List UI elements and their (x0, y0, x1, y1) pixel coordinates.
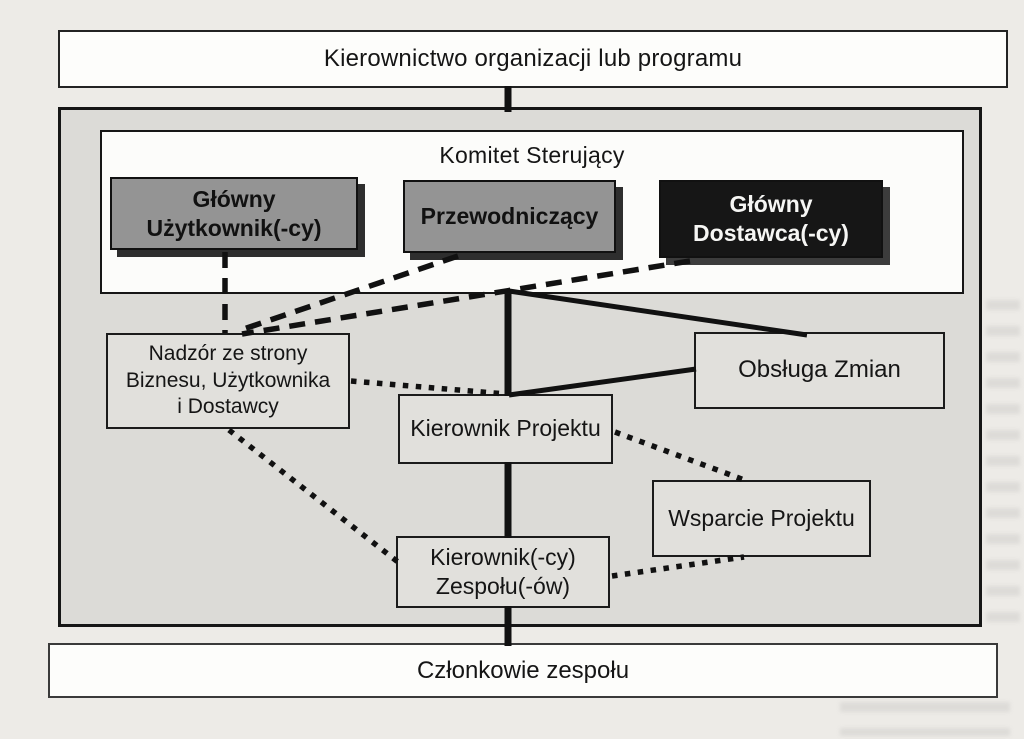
project-support-label: Wsparcie Projektu (668, 504, 855, 531)
team-manager-line2: Zespołu(-ów) (435, 573, 571, 599)
main-user-box (110, 177, 358, 250)
corporate-management-box (58, 30, 1008, 88)
steering-committee-title: Komitet Sterujący (439, 142, 625, 168)
corporate-management-label: Kierownictwo organizacji lub programu (323, 45, 743, 72)
main-supplier-box (659, 180, 883, 258)
team-members-box (48, 643, 998, 698)
team-manager-box (396, 536, 610, 608)
main-supplier-label-line2: Dostawca(-cy) (693, 220, 849, 246)
team-members-label: Członkowie zespołu (416, 656, 630, 684)
main-user-label-line2: Użytkownik(-cy) (146, 214, 322, 241)
chair-label: Przewodniczący (420, 203, 599, 230)
project-assurance-line1: Nadzór ze strony (148, 341, 308, 365)
project-support-box (652, 480, 871, 557)
change-authority-label: Obsługa Zmian (738, 356, 901, 384)
page-bleed-ghost (986, 300, 1020, 630)
main-supplier-label-line1: Główny (729, 191, 813, 218)
change-authority-box (694, 332, 945, 409)
project-assurance-line3: i Dostawcy (177, 395, 279, 419)
project-assurance-box (106, 333, 350, 429)
chair-box (403, 180, 616, 253)
project-assurance-line2: Biznesu, Użytkownika (125, 368, 331, 392)
team-manager-line1: Kierownik(-cy) (430, 543, 576, 570)
main-user-label-line1: Główny (192, 185, 276, 212)
project-manager-box (398, 394, 613, 464)
project-manager-label: Kierownik Projektu (410, 415, 601, 442)
page-bleed-ghost (840, 702, 1010, 736)
